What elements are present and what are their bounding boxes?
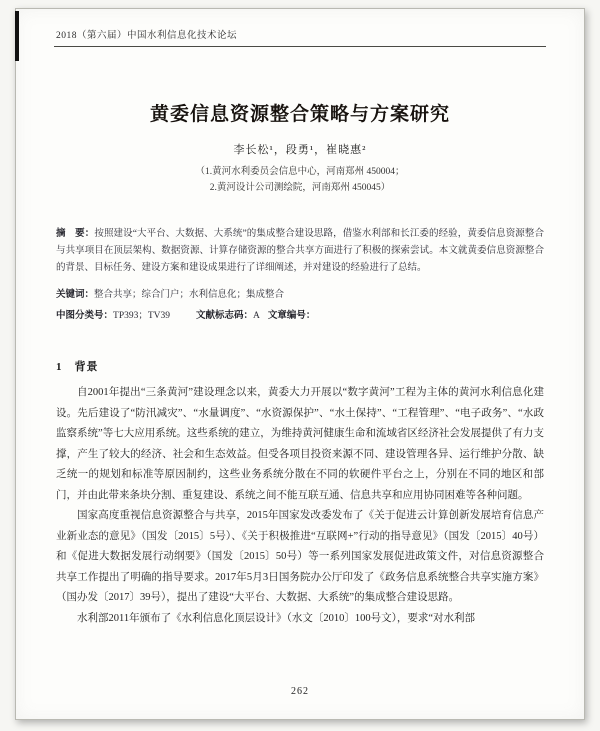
doc-code-label: 文献标志码： — [196, 311, 254, 321]
section-heading-background: 1 背景 — [56, 361, 99, 373]
body-paragraph: 国家高度重视信息资源整合与共享，2015年国家发改委发布了《关于促进云计算创新发展培育信息产业新业态的意见》（国发〔2015〕5号）、《关于积极推进“互联网+”行动的指导意见》（国发〔2015〕40号）和《促进大数据发展行动纲要》（国发〔2015〕50号）等一系列国家发展促进政策文件，对信息资源整合共享工作提出了明确的指导要求。2017年5月3日国务院办公厅印发了《政务信息系统整合共享实施方案》（国办发〔2017〕39号），提出了建设“大平台、大数据、大系统”的集成整合建设思路。 — [56, 510, 544, 603]
page-number: 262 — [291, 686, 309, 697]
abstract-text: 按照建设“大平台、大数据、大系统”的集成整合建设思路，借鉴水利部和长江委的经验，黄委信息资源整合与共享项目在顶层架构、数据资源、计算存储资源的整合共享方面进行了积极的探索尝试。本文就黄委信息资源整合的背景、目标任务、建设方案和建设成果进行了详细阐述，并对建设的经验进行了总结。 — [56, 229, 544, 273]
keywords-text: 整合共享；综合门户；水利信息化；集成整合 — [94, 290, 285, 300]
section-body — [56, 383, 544, 629]
abstract-label: 摘 要： — [56, 229, 95, 239]
article-number-label: 文章编号： — [267, 311, 316, 321]
article-title: 黄委信息资源整合策略与方案研究 — [149, 104, 450, 125]
clc-label: 中图分类号： — [56, 311, 114, 321]
clc-value: TP393；TV39 — [113, 311, 171, 321]
affiliation-line-1: （1.黄河水利委员会信息中心，河南郑州 450004； — [195, 167, 405, 177]
classification-line — [56, 308, 544, 324]
forum-header: 2018（第六届）中国水利信息化技术论坛 — [56, 31, 238, 41]
abstract — [56, 226, 544, 277]
doc-code-value: A — [253, 311, 260, 321]
scanned-paper-page — [15, 8, 585, 720]
header-divider — [54, 46, 546, 47]
keywords-label: 关键词： — [56, 290, 95, 300]
author-list: 李长松¹，段勇¹，崔晓惠² — [233, 144, 367, 156]
affiliation-line-2: 2.黄河设计公司测绘院，河南郑州 450045） — [209, 183, 391, 193]
scan-artifact-mark — [15, 11, 19, 61]
keywords — [56, 287, 544, 303]
body-paragraph: 水利部2011年颁布了《水利信息化顶层设计》（水文〔2010〕100号文），要求“对水利部 — [77, 612, 476, 624]
body-paragraph: 自2001年提出“三条黄河”建设理念以来，黄委大力开展以“数字黄河”工程为主体的黄河水利信息化建设。先后建设了“防汛减灾”、“水量调度”、“水资源保护”、“水土保持”、“工程管理”、“电子政务”、“水政监察系统”等七大应用系统。这些系统的建立，为维持黄河健康生命和流域省区经济社会发展提供了有力支撑，产生了较大的经济、社会和生态效益。但受各项目投资来源不同、建设管理各异、运行维护分散、缺乏统一的规划和标准等原因制约，这些业务系统分散在不同的软硬件平台之上，分别在不同的地区和部门，并由此带来条块分割、重复建设、系统之间不能互联互通、信息共享和应用协同困难等各种问题。 — [56, 387, 544, 501]
